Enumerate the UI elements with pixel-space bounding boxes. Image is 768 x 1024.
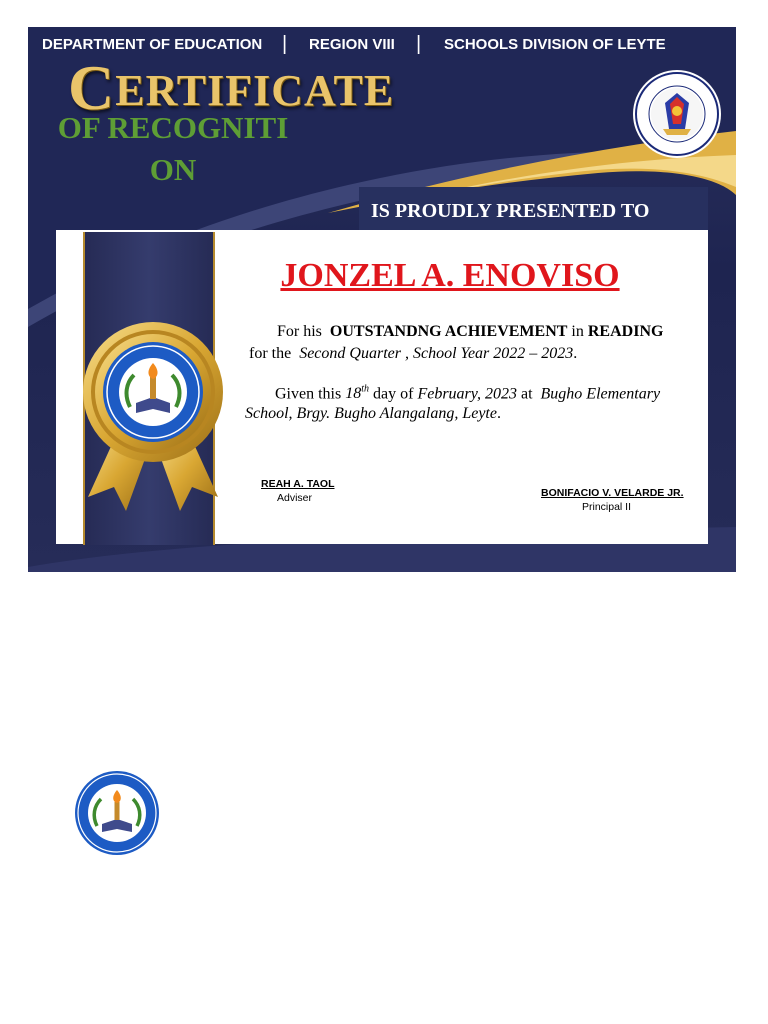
- citation-for-the: for the: [249, 345, 292, 362]
- department-label: DEPARTMENT OF EDUCATION: [42, 36, 263, 53]
- adviser-role: Adviser: [277, 492, 313, 504]
- citation-award: OUTSTANDNG ACHIEVEMENT: [329, 323, 568, 340]
- title-rest: ERTIFICATE: [115, 66, 395, 115]
- given-line-2: [245, 405, 501, 423]
- citation-line-2: [249, 345, 577, 363]
- school-seal-icon: [74, 770, 160, 856]
- title-initial: C: [68, 52, 116, 123]
- deped-seal-icon: [632, 69, 722, 159]
- given-line-1: [275, 384, 660, 403]
- citation-subject: READING: [587, 323, 664, 340]
- given-date: February, 2023: [417, 385, 517, 403]
- region-label: REGION VIII: [309, 36, 395, 53]
- given-venue-end: .: [496, 405, 501, 422]
- given-venue-line-1: Bugho Elementary: [540, 385, 661, 403]
- certificate-subtitle: OF RECOGNITION: [57, 110, 289, 187]
- header-separator: |: [282, 33, 288, 55]
- certificate: [28, 27, 736, 572]
- principal-role: Principal II: [582, 501, 632, 513]
- header-separator: |: [416, 33, 422, 55]
- division-label: SCHOOLS DIVISION OF LEYTE: [444, 36, 666, 53]
- citation-in: in: [571, 323, 584, 340]
- citation-period: Second Quarter , School Year 2022 – 2023: [299, 345, 574, 362]
- presented-banner: IS PROUDLY PRESENTED TO: [359, 187, 708, 230]
- given-day: 18: [345, 385, 362, 403]
- gold-rosette-icon: [80, 319, 226, 515]
- given-at: at: [520, 385, 533, 403]
- citation-lead: For his: [277, 323, 322, 340]
- given-day-of: day of: [373, 385, 414, 403]
- given-venue-line-2: School, Brgy. Bugho Alangalang, Leyte: [245, 405, 497, 422]
- citation-period-end: .: [573, 345, 578, 362]
- given-lead: Given this: [275, 385, 342, 403]
- recipient-name: JONZEL A. ENOVISO: [280, 257, 620, 294]
- given-day-suffix: th: [361, 384, 369, 395]
- adviser-name: REAH A. TAOL: [261, 478, 335, 490]
- principal-name: BONIFACIO V. VELARDE JR.: [541, 487, 684, 499]
- citation-line-1: [277, 323, 663, 341]
